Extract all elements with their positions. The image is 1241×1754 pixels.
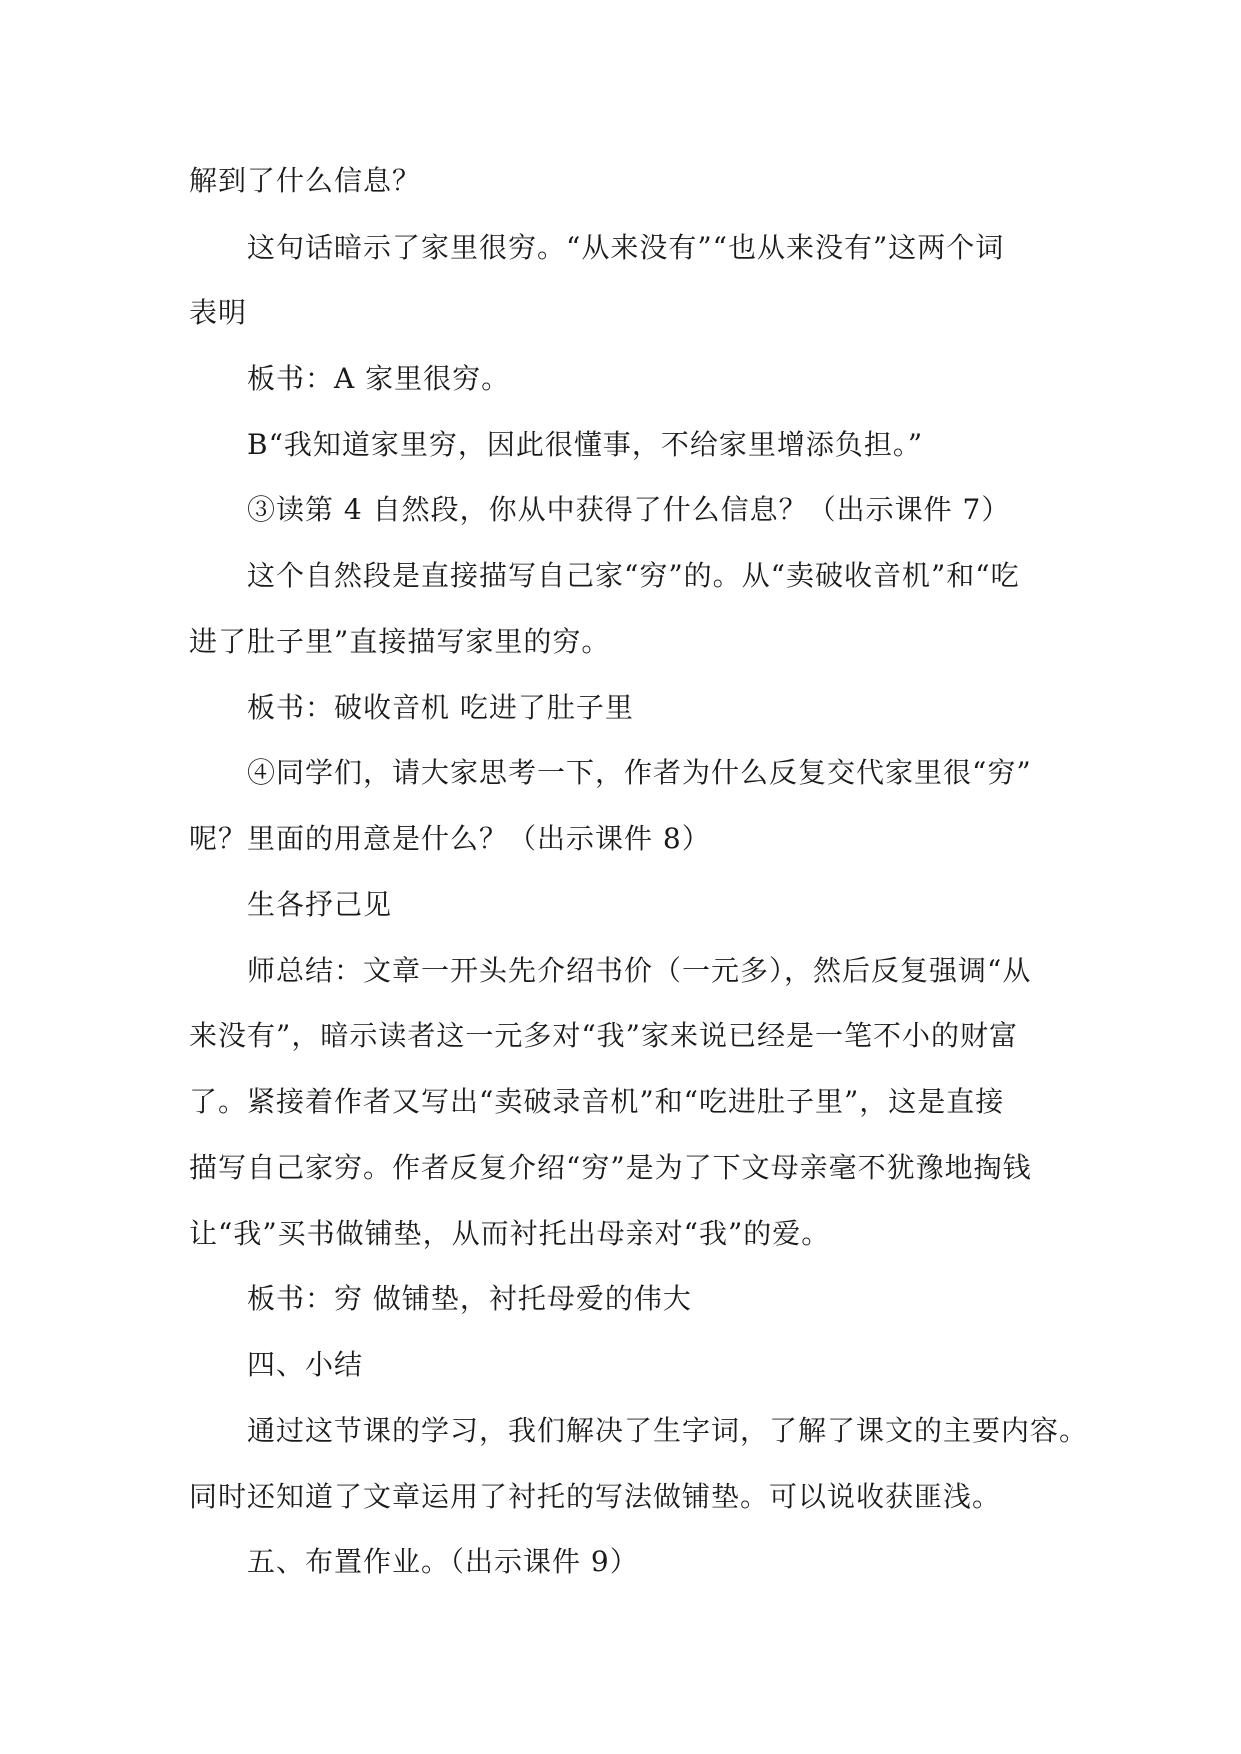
text-line: 让“我”买书做铺垫，从而衬托出母亲对“我”的爱。	[189, 1217, 831, 1250]
text-line: 进了肚子里”直接描写家里的穷。	[189, 625, 611, 658]
section-heading: 四、小结	[247, 1348, 364, 1381]
text-line: 来没有”，暗示读者这一元多对“我”家来说已经是一笔不小的财富	[189, 1019, 1018, 1052]
text-line: 板书：穷 做铺垫，衬托母爱的伟大	[247, 1282, 692, 1315]
text-line: ④同学们，请大家思考一下，作者为什么反复交代家里很“穷”	[247, 756, 1032, 789]
text-line: 生各抒己见	[247, 888, 393, 921]
text-line: 描写自己家穷。作者反复介绍“穷”是为了下文母亲毫不犹豫地掏钱	[189, 1151, 1032, 1184]
text-line: ③读第 4 自然段，你从中获得了什么信息？（出示课件 7）	[247, 493, 1011, 526]
text-line: 解到了什么信息？	[189, 164, 422, 197]
text-line: 这句话暗示了家里很穷。“从来没有”“也从来没有”这两个词	[247, 231, 1005, 264]
text-line: 通过这节课的学习，我们解决了生字词，了解了课文的主要内容。	[247, 1414, 1089, 1447]
text-line: 同时还知道了文章运用了衬托的写法做铺垫。可以说收获匪浅。	[189, 1480, 1002, 1513]
text-line: 呢？里面的用意是什么？（出示课件 8）	[189, 822, 711, 855]
text-line: 板书：破收音机 吃进了肚子里	[247, 691, 634, 724]
text-line: 表明	[189, 296, 248, 329]
section-heading: 五、布置作业。（出示课件 9）	[247, 1545, 639, 1578]
text-line: 师总结：文章一开头先介绍书价（一元多），然后反复强调“从	[247, 954, 1032, 987]
text-line: 板书：A 家里很穷。	[247, 362, 511, 395]
text-line: B“我知道家里穷，因此很懂事，不给家里增添负担。”	[247, 428, 924, 461]
text-line: 这个自然段是直接描写自己家“穷”的。从“卖破收音机”和“吃	[247, 559, 1020, 592]
text-line: 了。紧接着作者又写出“卖破录音机”和“吃进肚子里”，这是直接	[189, 1085, 1005, 1118]
